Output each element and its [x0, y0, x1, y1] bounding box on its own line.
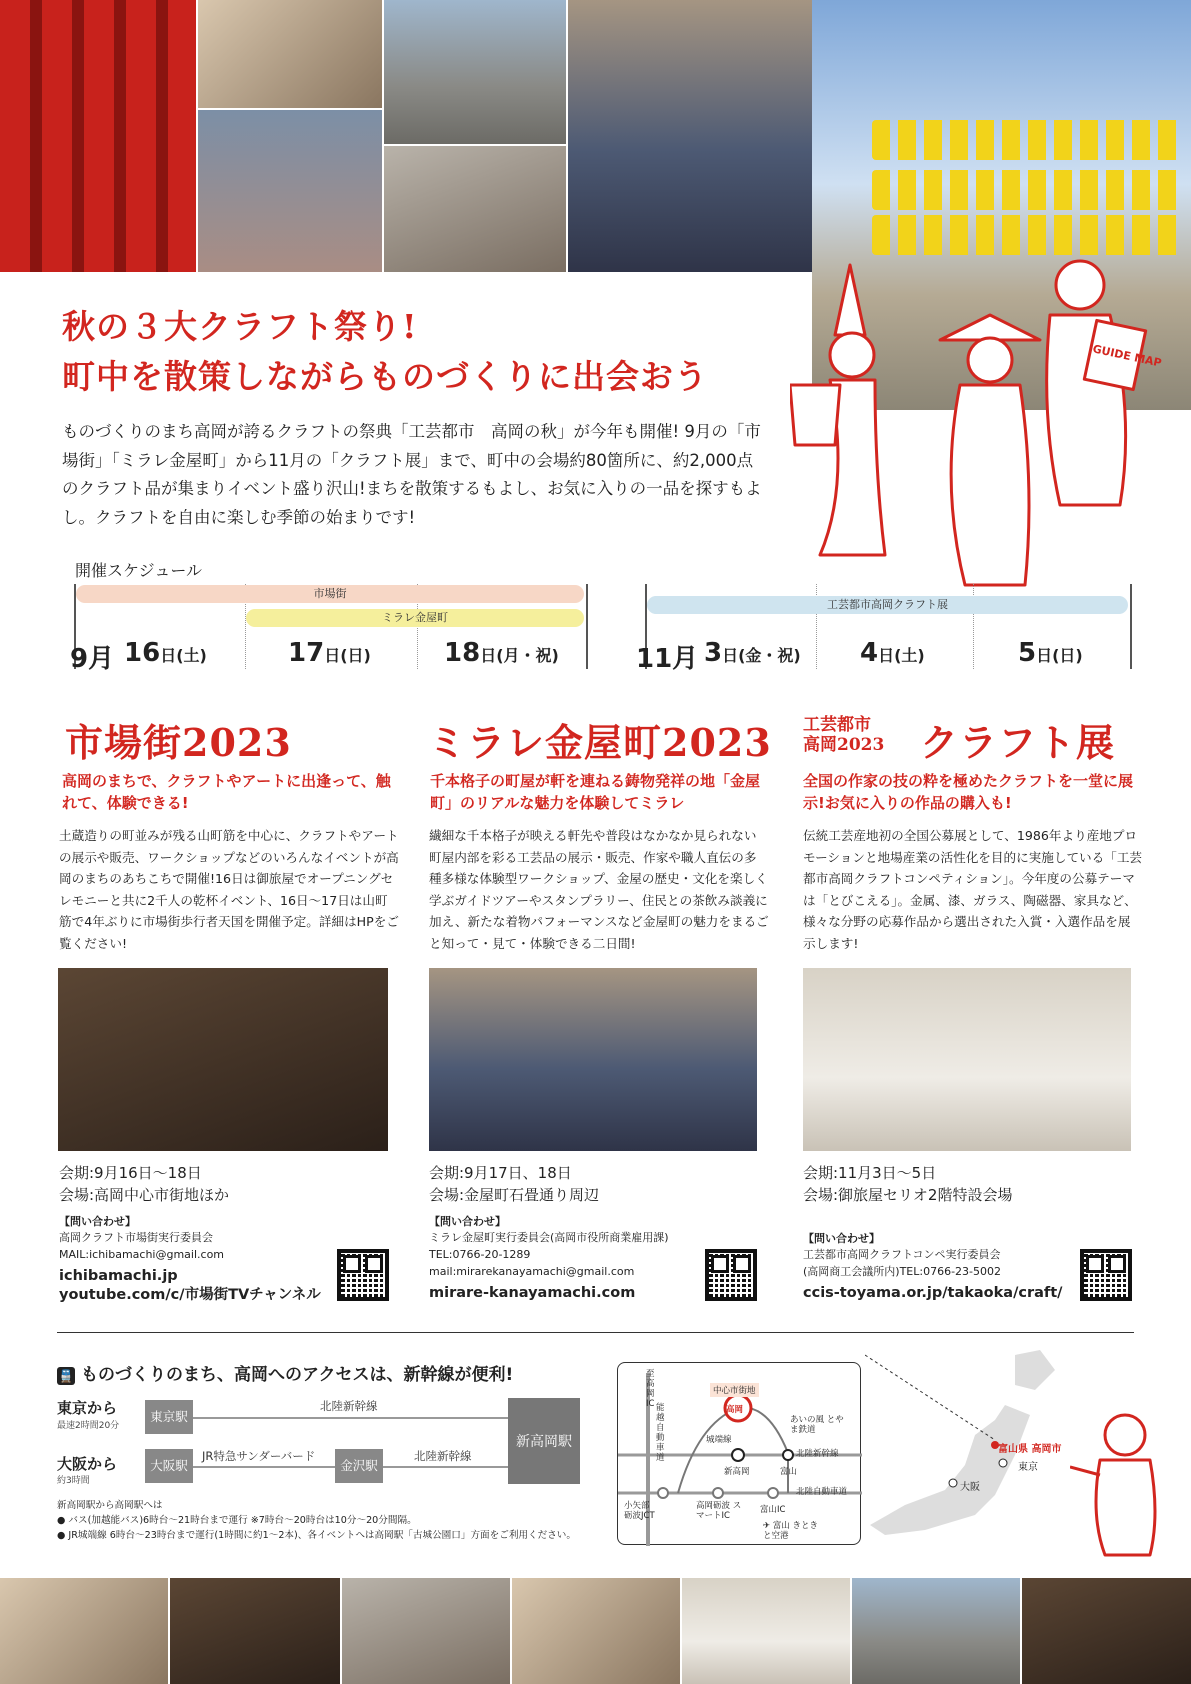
- photo-market-street: [384, 0, 566, 144]
- station-tokyo: 東京駅: [145, 1400, 193, 1434]
- event-craft-contact: [803, 1246, 1001, 1280]
- line-thunderbird: JR特急サンダーバード: [202, 1449, 316, 1463]
- photo-strip-foundry: [1022, 1578, 1191, 1684]
- event-mirare-tel: TEL:0766-20-1289: [429, 1248, 531, 1261]
- map-label-toyama: 富山: [780, 1467, 798, 1477]
- map-label-hokuriku-shinkansen: 北陸新幹線: [796, 1449, 839, 1459]
- event-ichiba-title: 市場街2023: [65, 720, 292, 765]
- photo-staff-with-bags: [568, 0, 812, 272]
- map-label-oyabe: 小矢部 砺波JCT: [624, 1501, 655, 1521]
- event-craft-venue: 会場:御旅屋セリオ2階特設会場: [803, 1186, 1013, 1204]
- event-ichiba-body: 土蔵造りの町並みが残る山町筋を中心に、クラフトやアートの展示や販売、ワークショップなどのいろんなイベントが高岡のまちのあちこちで開催!16日は御旅屋でオープニングセレモニーと共に2千人の乾杯イベント、16日〜17日は山町筋で4年ぶりに市場街歩行者天国を開催予定。詳細はHPをご覧ください!: [59, 828, 399, 951]
- event-craft-url[interactable]: ccis-toyama.or.jp/takaoka/craft/: [803, 1285, 1063, 1301]
- event-mirare-venue: 会場:金屋町石畳通り周辺: [429, 1186, 600, 1204]
- map-label-ainokaze: あいの風 とやま鉄道: [790, 1415, 844, 1435]
- event-ichiba-contact: [59, 1229, 224, 1263]
- photo-strip-statue: [0, 1578, 168, 1684]
- event-craft-period: 会期:11月3日〜5日: [803, 1164, 937, 1182]
- photo-strip-sweets: [170, 1578, 340, 1684]
- map-label-airport: [763, 1521, 823, 1541]
- rail-tokyo: [190, 1417, 510, 1419]
- event-ichiba-qr-code[interactable]: [337, 1249, 389, 1301]
- photo-strip-craftsman: [512, 1578, 680, 1684]
- photo-mirare-kimono: [429, 968, 757, 1151]
- map-label-tonami: 高岡砺波 スマートIC: [696, 1501, 742, 1521]
- event-craft-org: 工芸都市高岡クラフトコンペ実行委員会: [803, 1248, 1001, 1261]
- guide-map-characters-illustration: [790, 255, 1180, 615]
- access-note-bus: ● バス(加越能バス)6時台〜21時台まで運行 ※7時台〜20時台は10分〜20分間隔。: [57, 1515, 417, 1526]
- photo-craft-objects: [0, 0, 196, 272]
- event-craft-title-prefix: [803, 715, 884, 755]
- event-mirare-org: ミラレ金屋町実行委員会(高岡市役所商業雇用課): [429, 1231, 669, 1244]
- date-nov-3: 3日(金・祝): [704, 638, 801, 668]
- date-nov-5: 5日(日): [1018, 638, 1083, 668]
- train-icon: 🚆: [58, 1369, 74, 1383]
- event-mirare-title: ミラレ金屋町2023: [428, 720, 772, 765]
- map-label-shintakaoka: 新高岡: [724, 1467, 750, 1477]
- event-ichiba-period: 会期:9月16日〜18日: [59, 1164, 202, 1182]
- event-mirare-body: 繊細な千本格子が映える軒先や普段はなかなか見られない町屋内部を彩る工芸品の展示・販売、作家や職人直伝の多種多様な体験型ワークショップ、金屋の歴史・文化を楽しく学ぶガイドツアーやスタンプラリー、住民との茶飲み談義に加え、新たな着物パフォーマンスなど金屋町の魅力をまるごと知って・見て・体験できる二日間!: [429, 828, 769, 951]
- event-ichiba-contact-heading: 【問い合わせ】: [59, 1215, 136, 1228]
- photo-strip-interior: [342, 1578, 510, 1684]
- schedule-end-line: [1130, 584, 1132, 669]
- date-sep-18: 18日(月・祝): [444, 638, 559, 668]
- photo-strip-street: [852, 1578, 1020, 1684]
- event-ichiba-links: [59, 1267, 321, 1305]
- access-notes: [57, 1498, 617, 1543]
- event-craft-qr-code[interactable]: [1080, 1249, 1132, 1301]
- event-craft-title-prefix-1: 工芸都市: [803, 715, 871, 735]
- map-label-hokuriku-expressway: 北陸自動車道: [796, 1487, 848, 1497]
- schedule-end-line: [586, 584, 588, 669]
- from-tokyo: 東京から: [57, 1399, 118, 1417]
- event-mirare-contact: [429, 1229, 669, 1280]
- photo-craft-gallery: [803, 968, 1131, 1151]
- map-label-takaoka: 高岡: [726, 1405, 744, 1415]
- bar-mirare: ミラレ金屋町: [246, 609, 584, 627]
- station-osaka: 大阪駅: [145, 1449, 193, 1483]
- photo-child-workshop: [198, 0, 382, 108]
- event-mirare-mail: mail:mirarekanayamachi@gmail.com: [429, 1265, 635, 1278]
- event-craft-title-prefix-2: 高岡2023: [803, 735, 885, 755]
- event-ichiba-youtube[interactable]: youtube.com/c/市場街TVチャンネル: [59, 1287, 321, 1303]
- date-nov-4: 4日(土): [860, 638, 925, 668]
- bar-craft-exhibition: 工芸都市高岡クラフト展: [647, 596, 1128, 614]
- japan-map-osaka: 大阪: [960, 1482, 980, 1493]
- event-craft-title: クラフト展: [920, 720, 1116, 765]
- japan-map-takaoka: 富山県 高岡市: [998, 1444, 1062, 1455]
- from-osaka-time: 約3時間: [57, 1476, 90, 1486]
- headline-line1: 秋の３大クラフト祭り!: [62, 307, 418, 346]
- section-divider: [57, 1332, 1134, 1333]
- station-kanazawa: 金沢駅: [335, 1449, 383, 1483]
- access-title: [57, 1360, 513, 1385]
- event-craft-lead: 全国の作家の技の粋を極めたクラフトを一堂に展示!お気に入りの作品の購入も!: [803, 772, 1134, 812]
- event-mirare-qr-code[interactable]: [705, 1249, 757, 1301]
- access-note-jr: ● JR城端線 6時台〜23時台まで運行(1時間に約1〜2本)、各イベントへは高岡駅「古城公園口」方面をご利用ください。: [57, 1530, 576, 1541]
- schedule-title: 開催スケジュール: [75, 561, 203, 580]
- bar-ichibamachi: 市場街: [76, 585, 584, 603]
- date-nov-month: 11月: [636, 644, 699, 674]
- map-label-toyama-ic: 富山IC: [760, 1505, 786, 1515]
- event-craft-info: [803, 1162, 1012, 1206]
- map-label-takaoka-ic: 至 高岡IC: [646, 1369, 655, 1409]
- photo-kimono-girls: [198, 110, 382, 272]
- event-mirare-info: [429, 1162, 599, 1206]
- event-ichiba-venue: 会場:高岡中心市街地ほか: [59, 1186, 230, 1204]
- photo-strip-woodwork: [682, 1578, 850, 1684]
- date-sep-17: 17日(日): [288, 638, 371, 668]
- event-ichiba-mail: MAIL:ichibamachi@gmail.com: [59, 1248, 225, 1261]
- map-label-airport-text: 富山 きときと空港: [763, 1521, 819, 1541]
- photo-craft-items: [384, 146, 566, 272]
- event-ichiba-info: [59, 1162, 229, 1206]
- headline-line2: 町中を散策しながらものづくりに出会おう: [62, 357, 708, 396]
- japan-map-tokyo: 東京: [1018, 1462, 1038, 1473]
- event-craft-contact-heading: 【問い合わせ】: [803, 1232, 880, 1245]
- map-label-noetsu: 能越自動車道: [656, 1403, 665, 1463]
- access-title-text: ものづくりのまち、高岡へのアクセスは、新幹線が便利!: [81, 1365, 514, 1385]
- headline: [62, 302, 708, 402]
- map-label-johana: 城端線: [706, 1435, 732, 1445]
- pointing-character-illustration: [1070, 1405, 1180, 1565]
- from-tokyo-time: 最速2時間20分: [57, 1421, 120, 1431]
- access-note-heading: 新高岡駅から高岡駅へは: [57, 1500, 163, 1511]
- event-mirare-url[interactable]: mirare-kanayamachi.com: [429, 1285, 636, 1301]
- event-ichiba-url[interactable]: ichibamachi.jp: [59, 1268, 178, 1284]
- airplane-icon: ✈: [763, 1521, 773, 1531]
- event-ichiba-org: 高岡クラフト市場街実行委員会: [59, 1231, 213, 1244]
- date-sep-16: 16日(土): [124, 638, 207, 668]
- from-osaka: 大阪から: [57, 1455, 118, 1473]
- map-label-center: 中心市街地: [710, 1383, 759, 1397]
- event-craft-tel: (高岡商工会議所内)TEL:0766-23-5002: [803, 1265, 1002, 1278]
- local-access-map: [617, 1362, 861, 1545]
- event-mirare-period: 会期:9月17日、18日: [429, 1164, 572, 1182]
- guide-map-sign: GUIDE MAP: [1091, 342, 1163, 370]
- line-hokuriku-shinkansen: 北陸新幹線: [320, 1399, 378, 1413]
- station-shintakaoka: 新高岡駅: [508, 1398, 580, 1484]
- line-hokuriku-shinkansen-2: 北陸新幹線: [414, 1449, 472, 1463]
- event-mirare-lead: 千本格子の町屋が軒を連ねる鋳物発祥の地「金屋町」のリアルな魅力を体験してミラレ: [430, 772, 761, 812]
- photo-ichiba-artisan: [58, 968, 388, 1151]
- event-mirare-contact-heading: 【問い合わせ】: [429, 1215, 506, 1228]
- event-craft-body: 伝統工芸産地初の全国公募展として、1986年より産地プロモーションと地場産業の活性化を目的に実施している「工芸都市高岡クラフトコンペティション」。今年度の公募テーマは「とびこえる」。金属、漆、ガラス、陶磁器、家具など、様々な分野の応募作品から選出された入賞・入選作品を展示します!: [803, 828, 1143, 951]
- event-ichiba-lead: 高岡のまちで、クラフトやアートに出逢って、触れて、体験できる!: [62, 772, 391, 812]
- date-sep-month: 9月: [70, 644, 115, 674]
- intro-text: ものづくりのまち高岡が誇るクラフトの祭典「工芸都市 高岡の秋」が今年も開催! 9月の「市場街」「ミラレ金屋町」から11月の「クラフト展」まで、町中の会場約80箇所に、約2,000点のクラフト品が集まりイベント盛り沢山!まちを散策するもよし、お気に入りの一品を探すもよし。クラフトを自由に楽しむ季節の始まりです!: [62, 422, 762, 527]
